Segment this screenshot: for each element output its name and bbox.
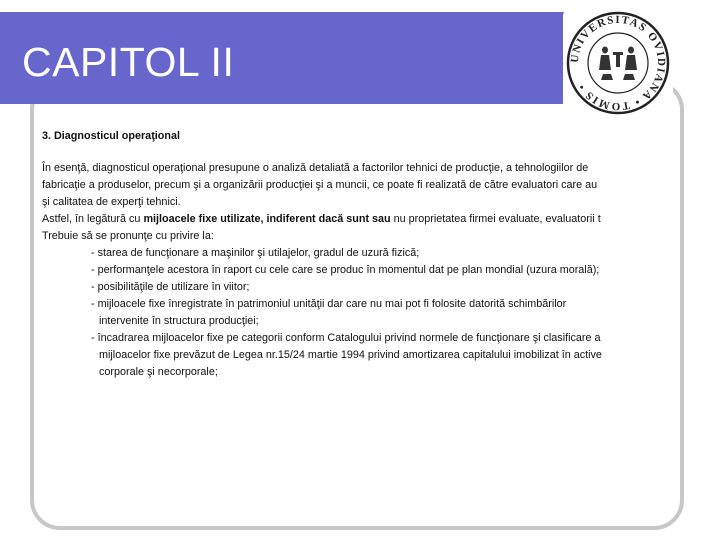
line4-before: Astfel, în legătură cu: [42, 213, 144, 225]
list-item: - starea de funcţionare a maşinilor şi utilajelor, gradul de uzură fizică;: [91, 247, 420, 259]
university-seal-logo: [563, 8, 673, 118]
line4-after: nu proprietatea firmei evaluate, evaluatorii t: [390, 213, 601, 225]
line4-bold: mijloacele fixe utilizate, indiferent dacă sunt sau: [143, 213, 391, 225]
intro-line-3: şi calitatea de experţi tehnici.: [42, 196, 181, 208]
slide-title: CAPITOL II: [22, 39, 235, 85]
list-item: - mijloacele fixe înregistrate în patrimoniul unităţii dar care nu mai pot fi folosite datorită schimbărilor: [91, 298, 567, 310]
seal-icon: [563, 8, 673, 118]
intro-line-2: fabricaţie a produselor, precum şi a organizării producţiei şi a muncii, ce poate fi realizată de către evaluatori care au: [42, 179, 598, 191]
list-item-continuation: corporale şi necorporale;: [99, 366, 218, 378]
list-item-continuation: intervenite în structura producţiei;: [99, 315, 259, 327]
list-item: - performanţele acestora în raport cu cele care se produc în momentul dat pe plan mondial (uzura morală);: [91, 264, 600, 276]
intro-line-1: În esenţă, diagnosticul operaţional presupune o analiză detaliată a factorilor tehnici de producţie, a tehnologiilor de: [42, 162, 589, 174]
paragraph-line-4: [42, 211, 672, 228]
svg-text:UNIVERSITAS OVIDIANA • TOMIS •: UNIVERSITAS OVIDIANA • TOMIS •: [568, 13, 668, 113]
slide-content: [42, 128, 672, 381]
paragraph-line-5: Trebuie să se pronunţe cu privire la:: [42, 230, 214, 242]
list-item-continuation: mijloacelor fixe prevăzut de Legea nr.15/24 martie 1994 privind amortizarea capitalului imobilizat în active: [99, 349, 602, 361]
section-heading: 3. Diagnosticul operaţional: [42, 130, 180, 142]
list-item: - posibilităţile de utilizare în viitor;: [91, 281, 250, 293]
list-item: - încadrarea mijloacelor fixe pe categorii conform Catalogului privind normele de funcţionare şi clasificare a: [91, 332, 601, 344]
